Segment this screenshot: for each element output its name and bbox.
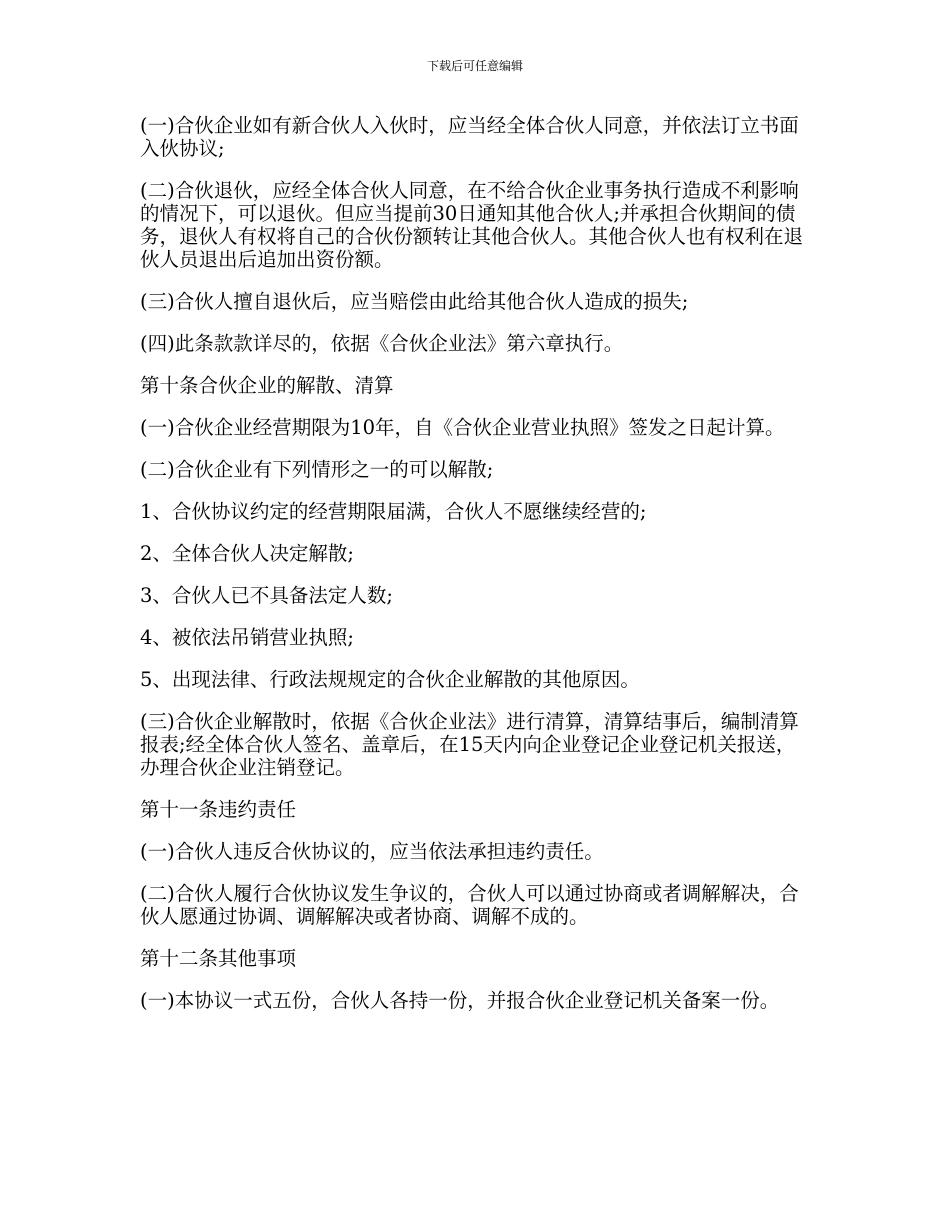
paragraph-4: (四)此条款款详尽的，依据《合伙企业法》第六章执行。 (140, 332, 624, 355)
list-item-2: 2、全体合伙人决定解散; (140, 542, 354, 565)
paragraph-2: (二)合伙退伙，应经全体合伙人同意，在不给合伙企业事务执行造成不利影响的情况下，可以退伙。但应当提前30日通知其他合伙人;并承担合伙期间的债务，退伙人有权将自己的合伙份额转让其他合伙人。其他合伙人也有权利在退伙人员退出后追加出资份额。 (140, 179, 804, 271)
paragraph-7: (二)合伙企业有下列情形之一的可以解散; (140, 458, 494, 481)
document-body (140, 114, 808, 1031)
paragraph-15: (一)合伙人违反合伙协议的，应当依法承担违约责任。 (140, 840, 604, 863)
paragraph-13: (三)合伙企业解散时，依据《合伙企业法》进行清算，清算结事后，编制清算报表;经全体合伙人签名、盖章后，在15天内向企业登记企业登记机关报送，办理合伙企业注销登记。 (140, 710, 799, 779)
paragraph-1: (一)合伙企业如有新合伙人入伙时，应当经全体合伙人同意，并依法订立书面入伙协议; (140, 114, 799, 160)
paragraph-16: (二)合伙人履行合伙协议发生争议的，合伙人可以通过协商或者调解解决，合伙人愿通过协调、调解解决或者协商、调解不成的。 (140, 882, 799, 928)
section-heading-12: 第十二条其他事项 (140, 947, 297, 970)
section-heading-10: 第十条合伙企业的解散、清算 (140, 374, 394, 397)
paragraph-6: (一)合伙企业经营期限为10年，自《合伙企业营业执照》签发之日起计算。 (140, 416, 785, 439)
list-item-1: 1、合伙协议约定的经营期限届满，合伙人不愿继续经营的; (140, 500, 647, 523)
section-heading-11: 第十一条违约责任 (140, 798, 297, 821)
list-item-4: 4、被依法吊销营业执照; (140, 626, 354, 649)
list-item-3: 3、合伙人已不具备法定人数; (140, 584, 393, 607)
paragraph-18: (一)本协议一式五份，合伙人各持一份，并报合伙企业登记机关备案一份。 (140, 989, 780, 1012)
header-note: 下载后可任意编辑 (426, 59, 523, 73)
paragraph-3: (三)合伙人擅自退伙后，应当赔偿由此给其他合伙人造成的损失; (140, 290, 689, 313)
list-item-5: 5、出现法律、行政法规规定的合伙企业解散的其他原因。 (140, 668, 640, 691)
